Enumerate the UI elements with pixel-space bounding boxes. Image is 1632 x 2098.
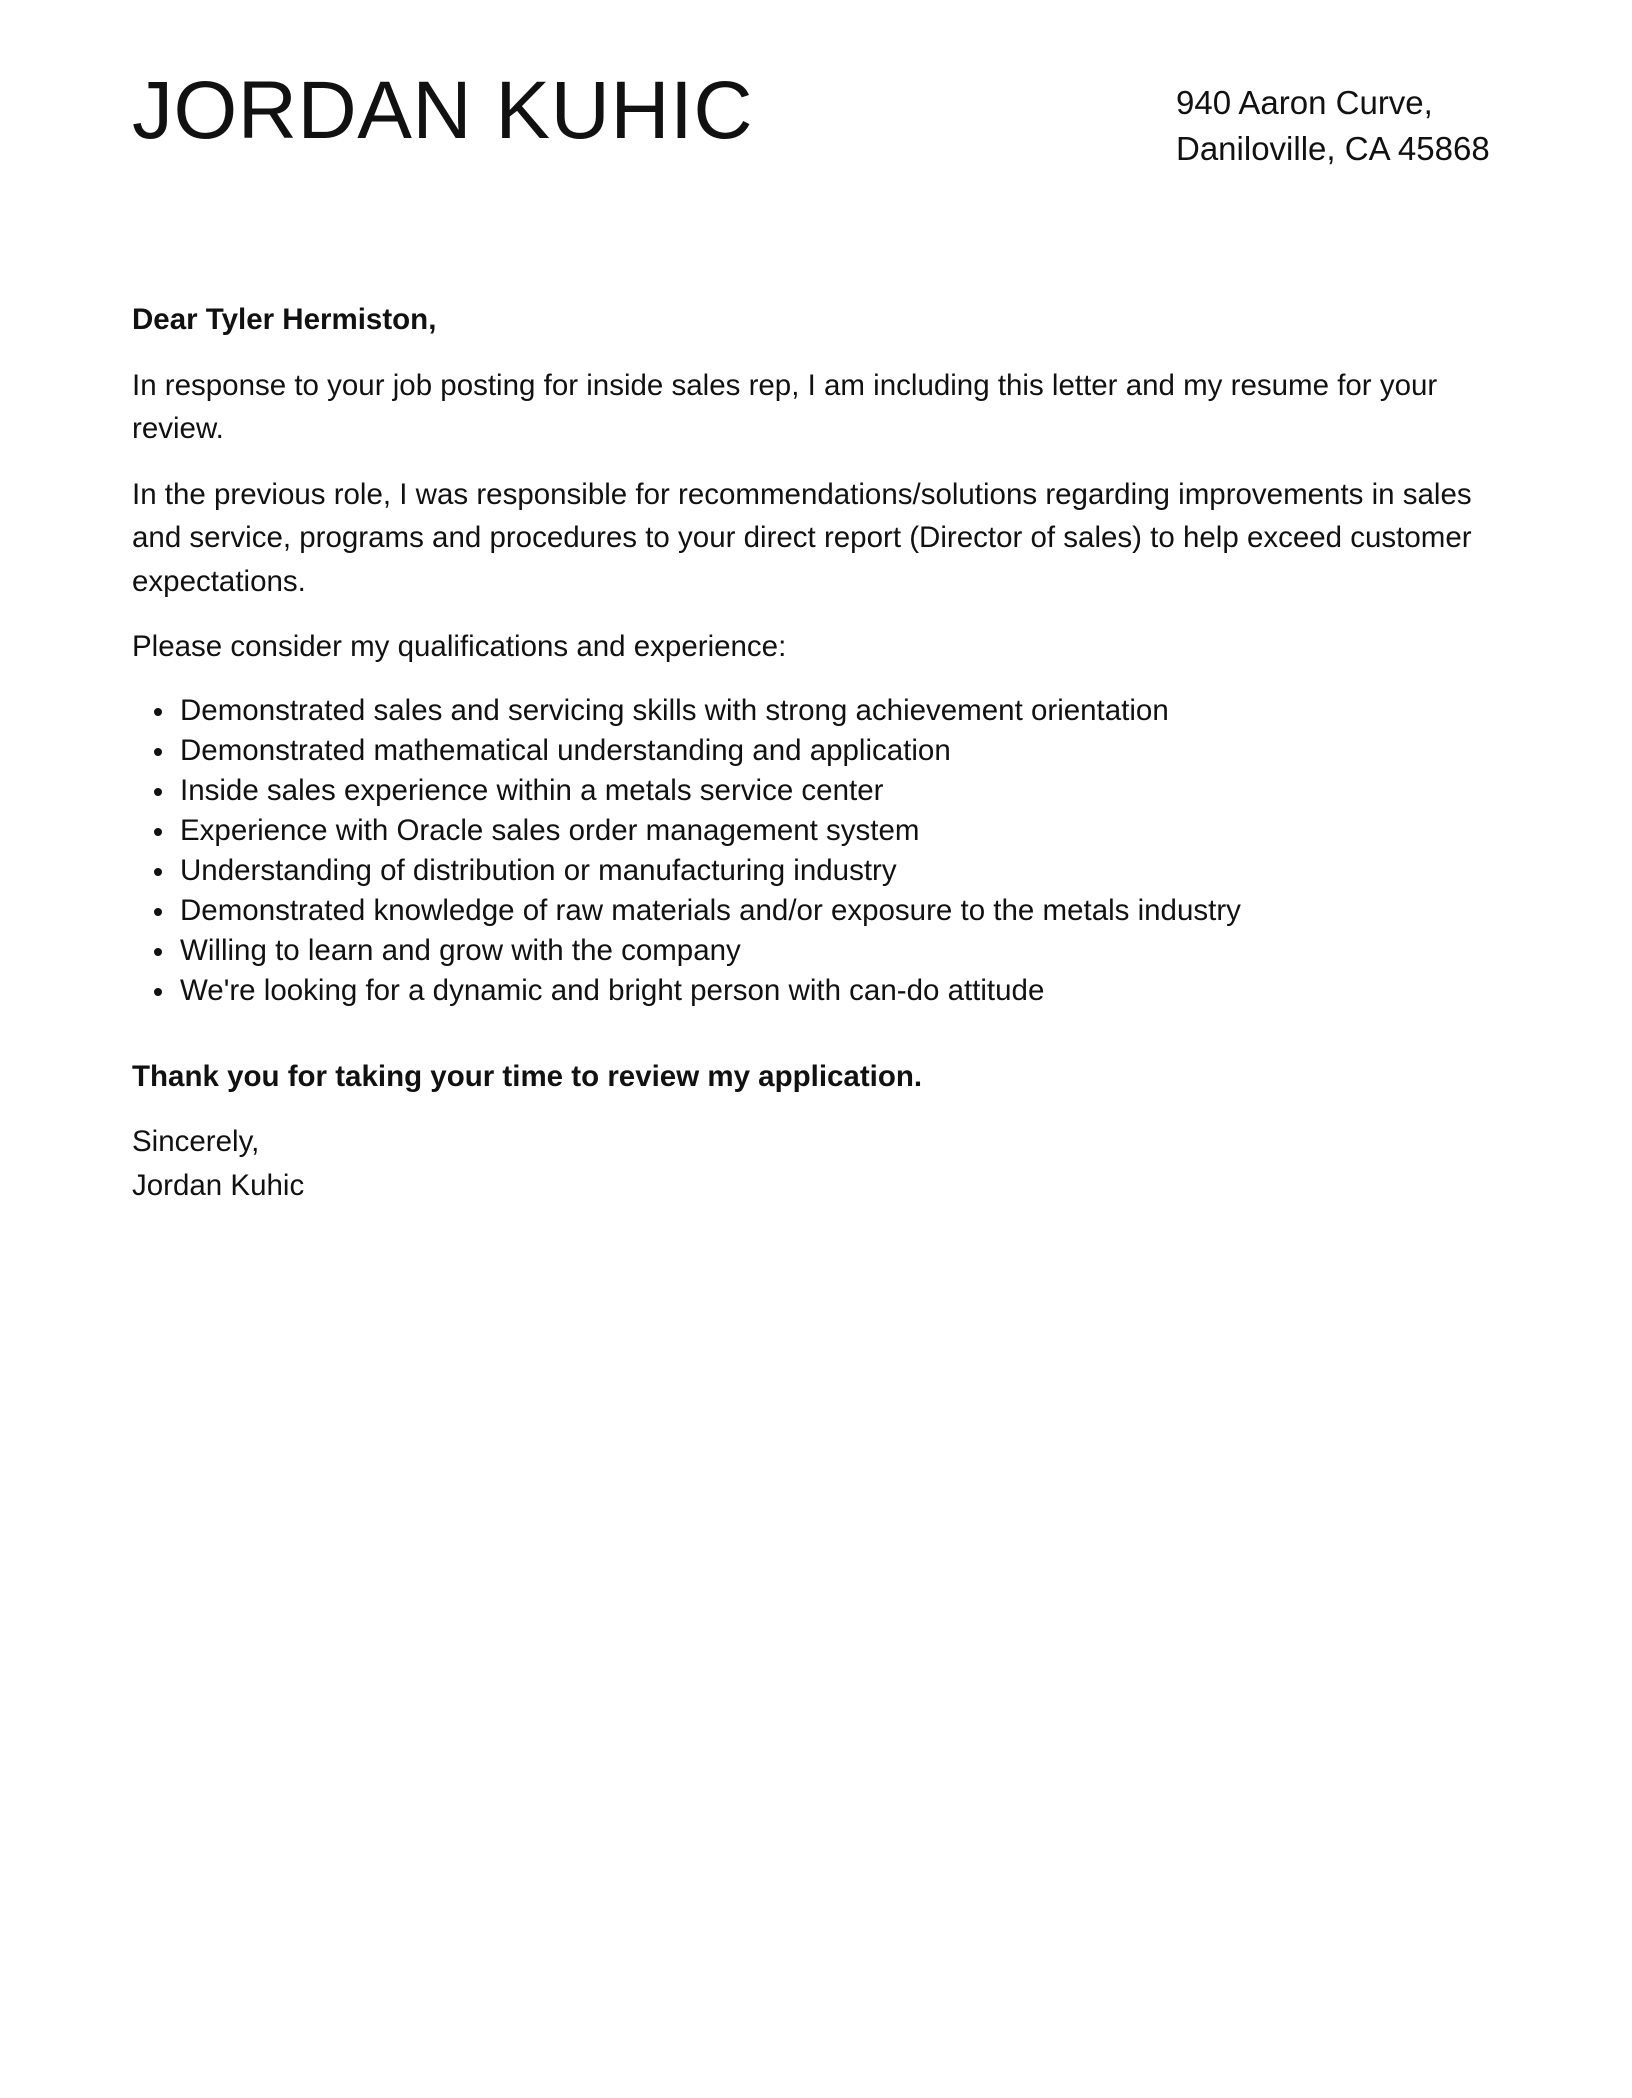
letter-body [132, 298, 1502, 1208]
list-item: Understanding of distribution or manufacturing industry [180, 851, 1502, 891]
intro-paragraph: In response to your job posting for inside sales rep, I am including this letter and my resume for your review. [132, 368, 1438, 445]
experience-paragraph: In the previous role, I was responsible for recommendations/solutions regarding improvements in sales and service, programs and procedures to your direct report (Director of sales) to help exceed customer expectations. [132, 477, 1472, 598]
list-item: Demonstrated mathematical understanding and application [180, 731, 1502, 771]
closing: Sincerely, [132, 1125, 260, 1158]
list-item: Willing to learn and grow with the company [180, 931, 1502, 971]
address-line-1: 940 Aaron Curve, [1176, 84, 1433, 121]
applicant-name: JORDAN KUHIC [132, 65, 754, 156]
list-item: We're looking for a dynamic and bright person with can-do attitude [180, 971, 1502, 1011]
salutation: Dear Tyler Hermiston, [132, 303, 437, 336]
list-item: Demonstrated sales and servicing skills with strong achievement orientation [180, 691, 1502, 731]
list-item: Inside sales experience within a metals service center [180, 771, 1502, 811]
applicant-address [1176, 80, 1490, 172]
qualifications-list [132, 691, 1502, 1011]
list-item: Experience with Oracle sales order management system [180, 811, 1502, 851]
thank-you-line: Thank you for taking your time to review my application. [132, 1059, 923, 1093]
address-line-2: Daniloville, CA 45868 [1176, 130, 1490, 167]
qualifications-intro: Please consider my qualifications and experience: [132, 630, 787, 663]
sign-off [132, 1120, 1502, 1208]
list-item: Demonstrated knowledge of raw materials and/or exposure to the metals industry [180, 891, 1502, 931]
signature-name: Jordan Kuhic [132, 1169, 305, 1202]
